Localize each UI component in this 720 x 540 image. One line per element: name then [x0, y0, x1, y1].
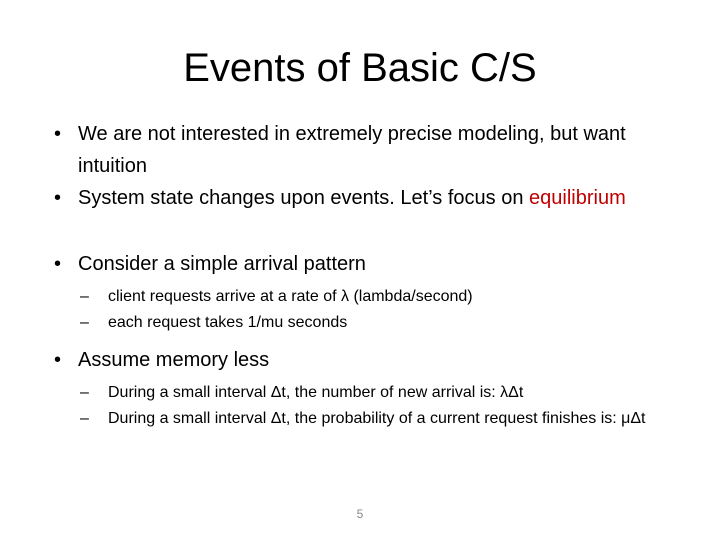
- sub-bullet-item: [54, 284, 674, 310]
- bullet-marker: •: [54, 349, 62, 371]
- dash-marker: –: [80, 410, 89, 427]
- page-number: 5: [356, 507, 364, 521]
- bullet-text: Consider a simple arrival pattern: [78, 253, 366, 275]
- bullet-item: [54, 118, 674, 182]
- bullet-marker: •: [54, 253, 62, 275]
- bullet-text: Assume memory less: [78, 349, 270, 371]
- bullet-item: [54, 182, 674, 214]
- slide-title: Events of Basic C/S: [183, 46, 537, 90]
- sub-bullet-text: During a small interval Δt, the number of new arrival is: λΔt: [108, 384, 524, 401]
- bullet-marker: •: [54, 187, 62, 209]
- dash-marker: –: [80, 384, 89, 401]
- bullet-item: [54, 344, 674, 376]
- sub-bullet-item: [54, 406, 674, 432]
- dash-marker: –: [80, 314, 89, 331]
- bullet-text: We are not interested in extremely precise modeling, but want intuition: [78, 123, 626, 177]
- bullet-marker: •: [54, 123, 62, 145]
- bullet-list: [54, 118, 674, 432]
- sub-bullet-item: [54, 310, 674, 336]
- sub-bullet-item: [54, 380, 674, 406]
- bullet-text: System state changes upon events. Let’s focus on: [78, 187, 530, 209]
- sub-bullet-text: During a small interval Δt, the probability of a current request finishes is: μΔt: [108, 410, 646, 427]
- bullet-item: [54, 248, 674, 280]
- sub-bullet-text: client requests arrive at a rate of λ (lambda/second): [108, 288, 473, 305]
- sub-bullet-list: [54, 380, 674, 432]
- sub-bullet-text: each request takes 1/mu seconds: [108, 314, 348, 331]
- sub-bullet-list: [54, 284, 674, 336]
- dash-marker: –: [80, 288, 89, 305]
- highlight-text: equilibrium: [529, 187, 626, 209]
